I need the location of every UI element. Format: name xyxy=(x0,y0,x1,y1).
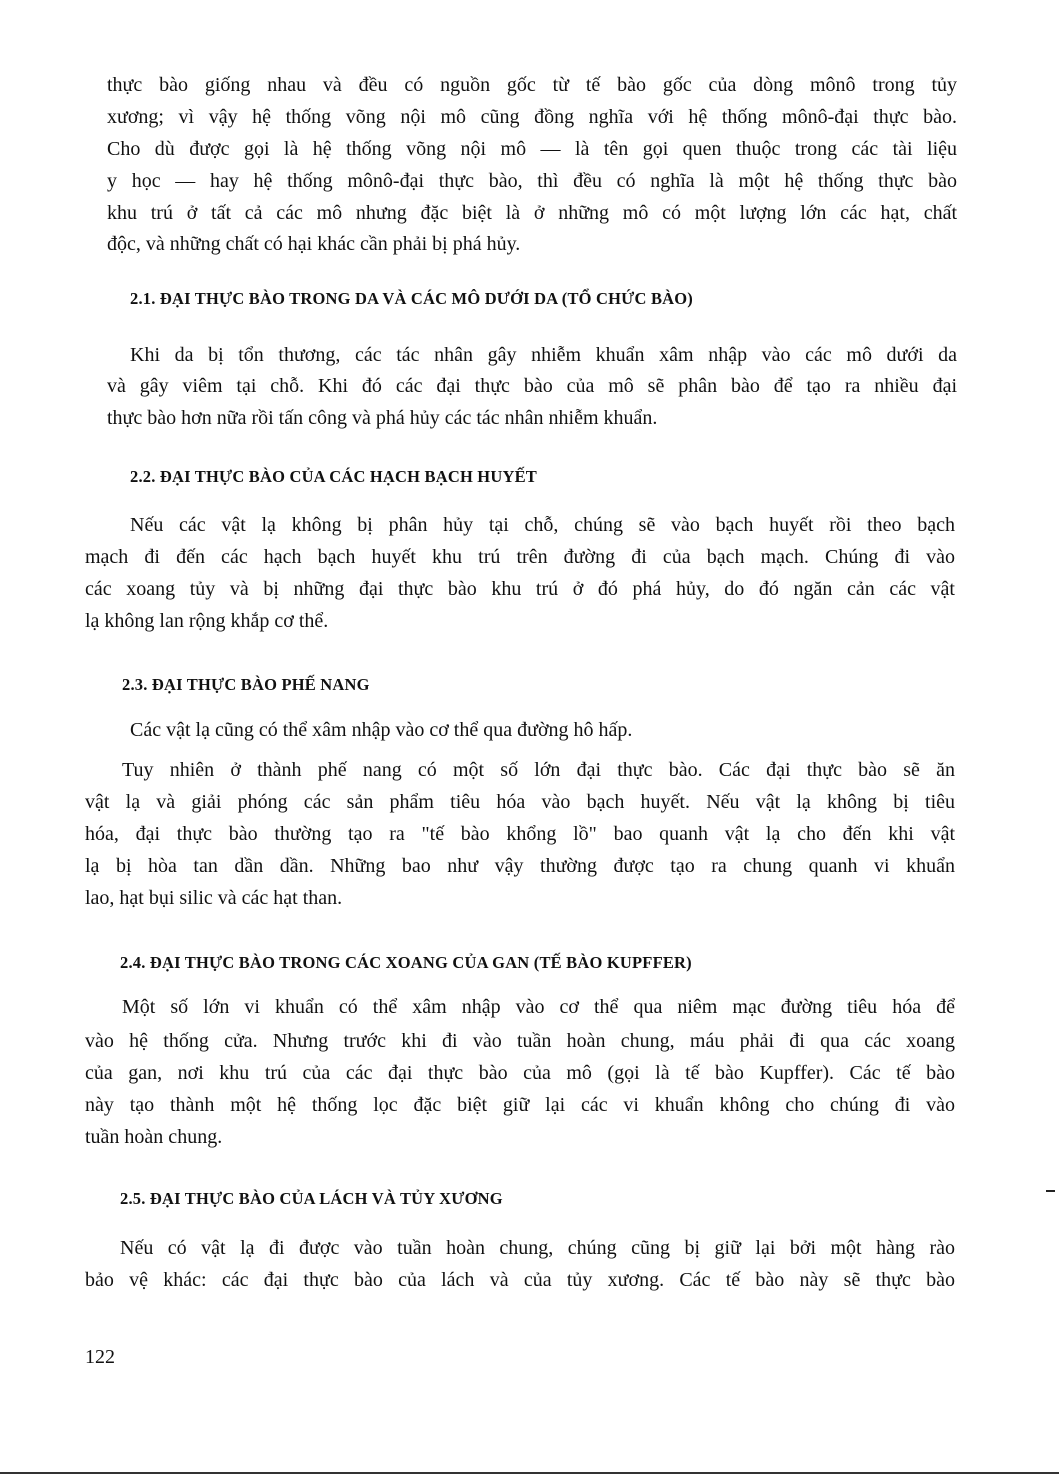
paragraph-line: y học — hay hệ thống mônô-đại thực bào, thì đều có nghĩa là một hệ thống thực bào xyxy=(107,170,957,192)
paragraph-line: này tạo thành một hệ thống lọc đặc biệt giữ lại các vi khuẩn không cho chúng đi vào xyxy=(85,1094,955,1116)
paragraph-line: Tuy nhiên ở thành phế nang có một số lớn đại thực bào. Các đại thực bào sẽ ăn xyxy=(122,759,955,781)
paragraph-line: thực bào hơn nữa rồi tấn công và phá hủy các tác nhân nhiễm khuẩn. xyxy=(107,407,658,429)
paragraph-line: khu trú ở tất cả các mô nhưng đặc biệt là ở những mô có một lượng lớn các hạt, chất xyxy=(107,202,957,224)
paragraph-line: Cho dù được gọi là hệ thống võng nội mô — là tên gọi quen thuộc trong các tài liệu xyxy=(107,138,957,160)
page-bottom-edge xyxy=(0,1472,1059,1474)
paragraph-line: độc, và những chất có hại khác cần phải bị phá hủy. xyxy=(107,233,521,255)
paragraph-line: các xoang tủy và bị những đại thực bào khu trú ở đó phá hủy, do đó ngăn cản các vật xyxy=(85,578,955,600)
paragraph-line: Khi da bị tổn thương, các tác nhân gây nhiễm khuẩn xâm nhập vào các mô dưới da xyxy=(130,344,957,366)
paragraph-line: Nếu có vật lạ đi được vào tuần hoàn chung, chúng cũng bị giữ lại bởi một hàng rào xyxy=(120,1237,955,1259)
paragraph-line: vật lạ và giải phóng các sản phẩm tiêu hóa vào bạch huyết. Nếu vật lạ không bị tiêu xyxy=(85,791,955,813)
paragraph-line: Một số lớn vi khuẩn có thể xâm nhập vào cơ thể qua niêm mạc đường tiêu hóa để xyxy=(122,996,955,1018)
paragraph-line: lao, hạt bụi silic và các hạt than. xyxy=(85,887,343,909)
section-heading: 2.1. ĐẠI THỰC BÀO TRONG DA VÀ CÁC MÔ DƯỚI DA (TỔ CHỨC BÀO) xyxy=(130,289,693,308)
section-heading: 2.5. ĐẠI THỰC BÀO CỦA LÁCH VÀ TỦY XƯƠNG xyxy=(120,1189,503,1208)
paragraph-line: hóa, đại thực bào thường tạo ra "tế bào khổng lồ" bao quanh vật lạ cho đến khi vật xyxy=(85,823,955,845)
section-heading: 2.3. ĐẠI THỰC BÀO PHẾ NANG xyxy=(122,675,370,694)
paragraph-line: vào hệ thống cửa. Nhưng trước khi đi vào tuần hoàn chung, máu phải đi qua các xoang xyxy=(85,1030,955,1052)
paragraph-line: xương; vì vậy hệ thống võng nội mô cũng đồng nghĩa với hệ thống mônô-đại thực bào. xyxy=(107,106,957,128)
paragraph-line: lạ bị hòa tan dần dần. Những bao như vậy thường được tạo ra chung quanh vi khuẩn xyxy=(85,855,955,877)
paragraph-line: của gan, nơi khu trú của các đại thực bào của mô (gọi là tế bào Kupffer). Các tế bào xyxy=(85,1062,955,1084)
paragraph-line: lạ không lan rộng khắp cơ thể. xyxy=(85,610,329,632)
paragraph-line: Các vật lạ cũng có thể xâm nhập vào cơ thể qua đường hô hấp. xyxy=(130,719,633,741)
section-heading: 2.4. ĐẠI THỰC BÀO TRONG CÁC XOANG CỦA GAN (TẾ BÀO KUPFFER) xyxy=(120,953,692,972)
paragraph-line: thực bào giống nhau và đều có nguồn gốc từ tế bào gốc của dòng mônô trong tủy xyxy=(107,74,957,96)
section-heading: 2.2. ĐẠI THỰC BÀO CỦA CÁC HẠCH BẠCH HUYẾT xyxy=(130,467,537,486)
paragraph-line: tuần hoàn chung. xyxy=(85,1126,223,1148)
paragraph-line: Nếu các vật lạ không bị phân hủy tại chỗ, chúng sẽ vào bạch huyết rồi theo bạch xyxy=(130,514,955,536)
paragraph-line: bảo vệ khác: các đại thực bào của lách và của tủy xương. Các tế bào này sẽ thực bào xyxy=(85,1269,955,1291)
paragraph-line: mạch đi đến các hạch bạch huyết khu trú trên đường đi của bạch mạch. Chúng đi vào xyxy=(85,546,955,568)
margin-mark xyxy=(1046,1190,1055,1192)
page-number: 122 xyxy=(85,1346,115,1368)
paragraph-line: và gây viêm tại chỗ. Khi đó các đại thực bào của mô sẽ phân bào để tạo ra nhiều đại xyxy=(107,375,957,397)
